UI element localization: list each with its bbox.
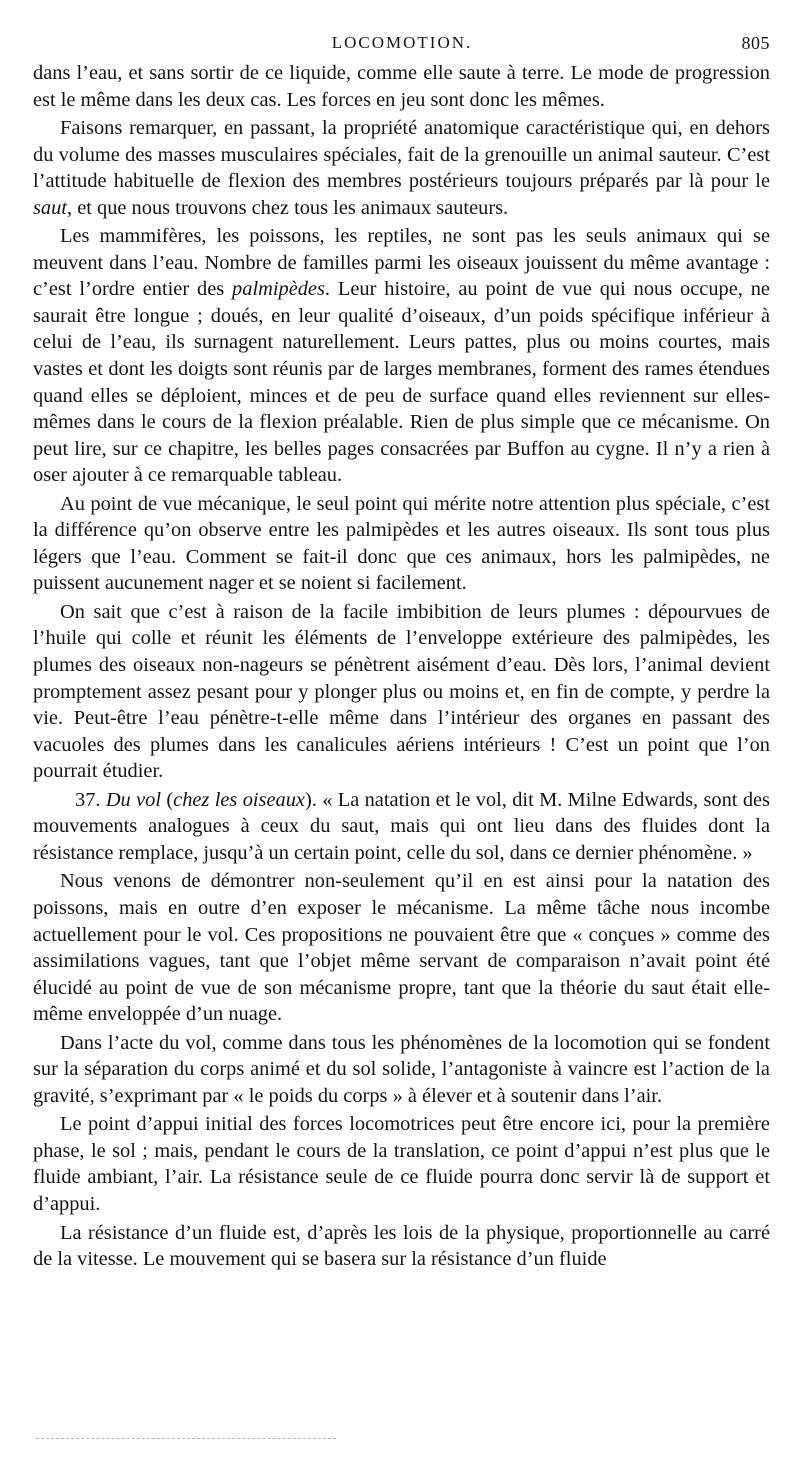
paragraph-8 <box>33 1030 770 1110</box>
paragraph-2 <box>33 115 770 221</box>
paragraph-text: On sait que c’est à raison de la facile imbibition de leurs plumes : dépourvues de l’huile qui colle et réunit les éléments de l’enveloppe extérieure des palmipèdes, les plumes des oiseaux non-nageurs se pénètrent aisément d’eau. Dès lors, l’animal devient promptement assez pesant pour y plonger plus ou moins et, en fin de compte, y perdre la vie. Peut-être l’eau pénètre-t-elle même dans l’intérieur des organes en passant des vacuoles des plumes dans les canalicules aériens intérieurs ! C’est un point que l’on pourrait étudier. <box>33 600 770 783</box>
emphasis-palmipedes: palmipèdes <box>232 278 325 301</box>
paragraph-text: Nous venons de démontrer non-seulement qu’il en est ainsi pour la natation des poissons, mais en outre d’en exposer le mécanisme. La même tâche nous incombe actuellement pour le vol. Ces propositions ne pouvaient être que « conçues » comme des assimilations vagues, tant que l’objet même servant de comparaison n’avait point été élucidé au point de vue de son mécanisme propre, tant que la théorie du saut était elle-même enveloppée d’un nuage. <box>33 870 770 1026</box>
body-text <box>33 60 770 1275</box>
section-37-paragraph <box>33 787 770 867</box>
paragraph-5 <box>33 599 770 785</box>
paragraph-7 <box>33 868 770 1027</box>
paragraph-text: Faisons remarquer, en passant, la propriété anatomique caractéristique qui, en dehors du volume des masses musculaires spéciales, fait de la grenouille un animal sauteur. C’est l’attitude habituelle de flexion des membres postérieurs toujours préparés par là pour le <box>33 117 770 193</box>
paragraph-text: , et que nous trouvons chez tous les animaux sauteurs. <box>67 196 509 219</box>
paragraph-text: Au point de vue mécanique, le seul point qui mérite notre attention plus spéciale, c’est la différence qu’on observe entre les palmipèdes et les autres oiseaux. Ils sont tous plus légers que l’eau. Comment se fait-il donc que ces animaux, hors les palmipèdes, ne puissent aucunement nager et se noient si facilement. <box>33 492 770 595</box>
emphasis-saut: saut <box>33 196 67 219</box>
paragraph-10 <box>33 1220 770 1273</box>
quotation-text: ). « La natation et le vol, dit M. Milne Edwards, sont des mouvements analogues à ceux du saut, mais qui ont lieu dans des fluides dont la résistance remplace, jusqu’à un certain point, celle du sol, dans ce dernier phénomène. » <box>33 788 770 864</box>
paragraph-9 <box>33 1111 770 1217</box>
section-title: Du vol <box>105 788 161 811</box>
paragraph-4 <box>33 491 770 597</box>
running-header <box>34 33 770 57</box>
paragraph-text: La résistance d’un fluide est, d’après les lois de la physique, proportionnelle au carré de la vitesse. Le mouvement qui se basera sur la résistance d’un fluide <box>33 1221 770 1271</box>
section-subtitle: chez les oiseaux <box>173 788 305 811</box>
paragraph-text: . Leur histoire, au point de vue qui nous occupe, ne saurait être longue ; doués, en leur qualité d’oiseaux, d’un poids spécifique inférieur à celui de l’eau, ils surnagent naturellement. Leurs pattes, plus ou moins courtes, mais vastes et dont les doigts sont réunis par de larges membranes, forment des rames étendues quand elles se déploient, minces et de peu de surface quand elles reviennent sur elles-mêmes dans le cours de la flexion préalable. Rien de plus simple que ce mécanisme. On peut lire, sur ce chapitre, les belles pages consacrées par Buffon au cygne. Il n’y a rien à oser ajouter à ce remarquable tableau. <box>33 278 770 487</box>
paragraph-text: ( <box>161 788 174 811</box>
paragraph-text: dans l’eau, et sans sortir de ce liquide, comme elle saute à terre. Le mode de progression est le même dans les deux cas. Les forces en jeu sont donc les mêmes. <box>33 62 770 111</box>
paragraph-text: Les mammifères, les poissons, les reptiles, ne sont pas les seuls animaux qui se meuvent dans l’eau. Nombre de familles parmi les oiseaux jouissent du même avantage : c’est l’ordre entier des <box>33 225 770 301</box>
page-number: 805 <box>741 33 770 53</box>
section-number: 37. <box>75 788 106 811</box>
running-title: LOCOMOTION. <box>331 33 473 52</box>
footer-rule <box>36 1438 336 1439</box>
paragraph-3 <box>33 223 770 488</box>
paragraph-1 <box>33 60 770 113</box>
paragraph-text: Le point d’appui initial des forces locomotrices peut être encore ici, pour la première phase, le sol ; mais, pendant le cours de la translation, ce point d’appui n’est plus que le fluide ambiant, l’air. La résistance seule de ce fluide pourra donc servir là de support et d’appui. <box>33 1113 770 1215</box>
paragraph-text: Dans l’acte du vol, comme dans tous les phénomènes de la locomotion qui se fondent sur la séparation du corps animé et du sol solide, l’antagoniste à vaincre est l’action de la gravité, s’exprimant par « le poids du corps » à élever et à soutenir dans l’air. <box>33 1031 770 1107</box>
